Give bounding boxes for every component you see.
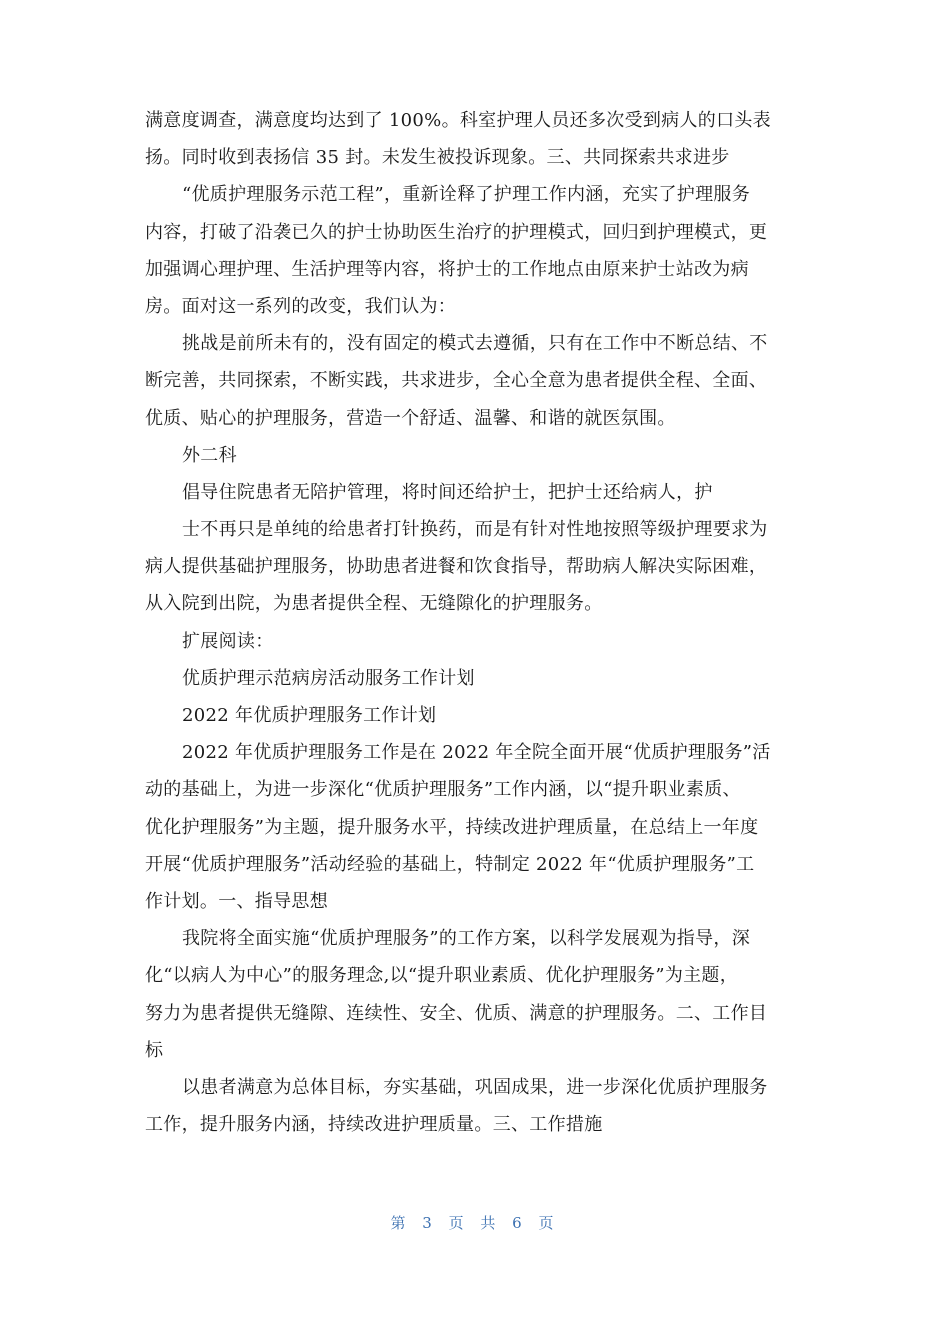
text-line: 房。面对这一系列的改变，我们认为：	[145, 295, 457, 317]
text-line: 以患者满意为总体目标，夯实基础，巩固成果，进一步深化优质护理服务	[182, 1076, 768, 1098]
page-number-footer: 第 3 页 共 6 页	[390, 1214, 560, 1232]
text-line: 断完善，共同探索，不断实践，共求进步，全心全意为患者提供全程、全面、	[145, 370, 768, 392]
text-line: 加强调心理护理、生活护理等内容，将护士的工作地点由原来护士站改为病	[145, 258, 749, 280]
text-line: 内容，打破了沿袭已久的护士协助医生治疗的护理模式，回归到护理模式，更	[145, 221, 768, 243]
text-line: 开展“优质护理服务”活动经验的基础上，特制定 2022 年“优质护理服务”工	[145, 853, 755, 875]
text-line: 努力为患者提供无缝隙、连续性、安全、优质、满意的护理服务。二、工作目	[145, 1002, 768, 1024]
text-line: 从入院到出院，为患者提供全程、无缝隙化的护理服务。	[145, 593, 603, 615]
text-line: 倡导住院患者无陪护管理，将时间还给护士，把护士还给病人，护	[182, 481, 713, 503]
text-line: 士不再只是单纯的给患者打针换药，而是有针对性地按照等级护理要求为	[182, 519, 768, 541]
text-line: 挑战是前所未有的，没有固定的模式去遵循，只有在工作中不断总结、不	[182, 333, 768, 355]
text-line: 工作，提升服务内涵，持续改进护理质量。三、工作措施	[145, 1114, 603, 1136]
section-heading: 外二科	[182, 444, 237, 466]
section-heading: 扩展阅读：	[182, 630, 274, 652]
text-line: 动的基础上，为进一步深化“优质护理服务”工作内涵，以“提升职业素质、	[145, 779, 741, 801]
text-line: 2022 年优质护理服务工作是在 2022 年全院全面开展“优质护理服务”活	[182, 742, 771, 764]
text-line: 化“以病人为中心”的服务理念,以“提升职业素质、优化护理服务”为主题，	[145, 965, 739, 987]
text-line: 满意度调查，满意度均达到了 100%。科室护理人员还多次受到病人的口头表	[145, 110, 771, 131]
text-line: “优质护理服务示范工程”，重新诠释了护理工作内涵，充实了护理服务	[182, 184, 751, 206]
text-line: 病人提供基础护理服务，协助患者进餐和饮食指导，帮助病人解决实际困难，	[145, 556, 768, 578]
text-line: 扬。同时收到表扬信 35 封。未发生被投诉现象。三、共同探索共求进步	[145, 147, 730, 169]
text-line: 优质、贴心的护理服务，营造一个舒适、温馨、和谐的就医氛围。	[145, 407, 676, 429]
section-heading: 优质护理示范病房活动服务工作计划	[182, 667, 475, 689]
text-line: 我院将全面实施“优质护理服务”的工作方案，以科学发展观为指导，深	[182, 928, 751, 950]
document-body	[145, 102, 805, 1143]
text-line: 标	[145, 1039, 164, 1061]
text-line: 作计划。一、指导思想	[145, 890, 328, 912]
text-line: 优化护理服务”为主题，提升服务水平，持续改进护理质量，在总结上一年度	[145, 816, 759, 838]
section-heading: 2022 年优质护理服务工作计划	[182, 705, 437, 726]
